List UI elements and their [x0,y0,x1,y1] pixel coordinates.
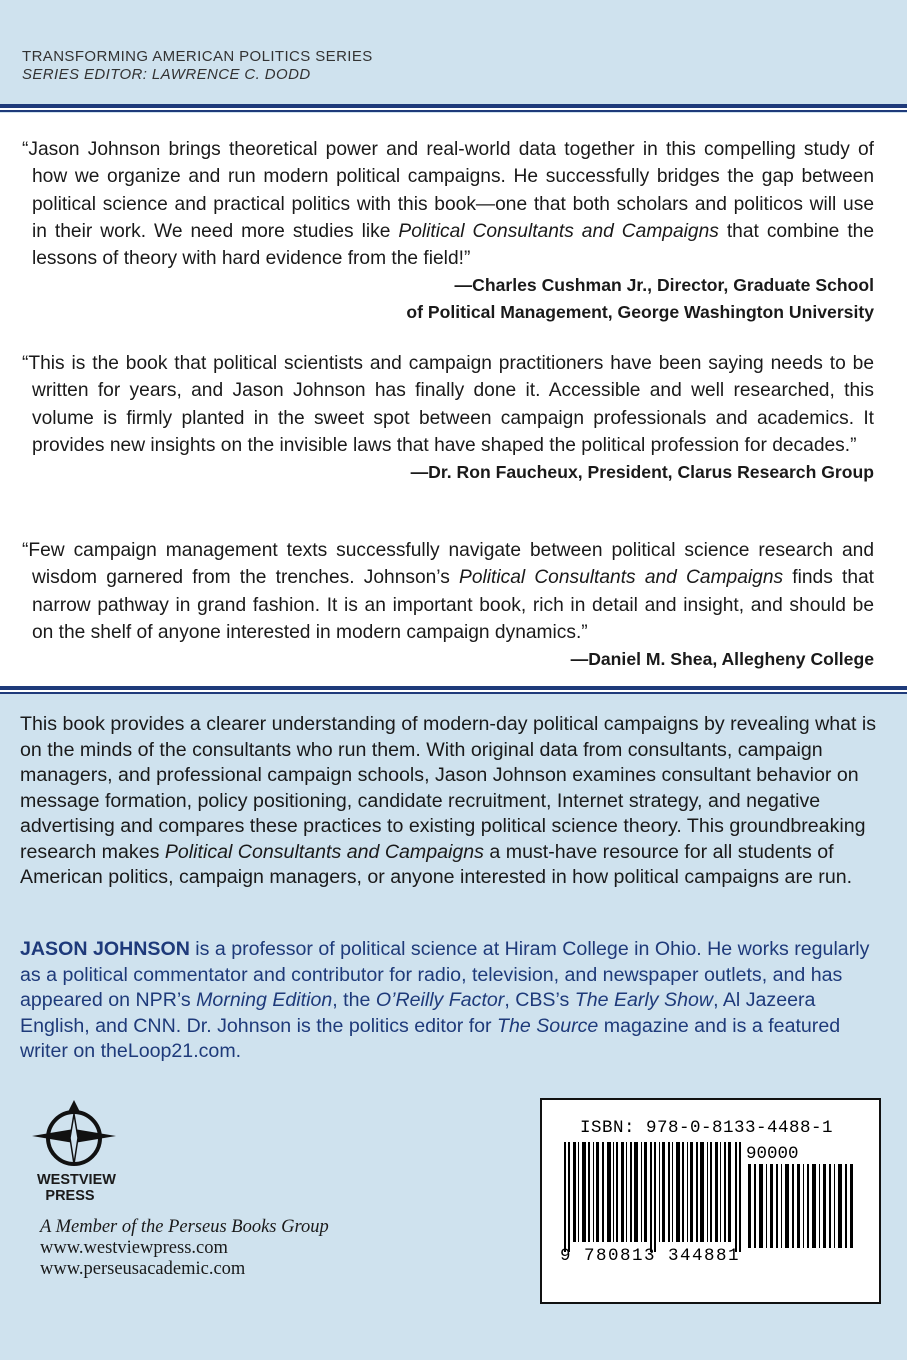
isbn-barcode [540,1098,881,1304]
quote-attribution: —Daniel M. Shea, Allegheny College [570,649,874,670]
endorsement-shea [22,537,874,673]
series-title: TRANSFORMING AMERICAN POLITICS SERIES [22,48,373,65]
top-rule [0,104,907,112]
barcode-digits: 9 780813 344881 [560,1246,741,1266]
westview-compass-logo-icon [28,1098,120,1170]
quote-text: “Few campaign management texts successfully navigate between political science research and wisdom garnered from the trenches. Johnson’s Political Consultants and Campaigns finds that narrow pathway in grand fashion. It is an important book, rich in detail and insight, and should be on the shelf of anyone interested in modern campaign dynamics.” [22,540,875,643]
barcode-bars-icon [564,1142,744,1252]
book-description: This book provides a clearer understanding of modern-day political campaigns by revealing what is on the minds of the consultants who run them. With original data from consultants, campaign managers, and professional campaign schools, Jason Johnson examines consultant behavior on message formation, policy positioning, candidate recruitment, Internet strategy, and negative advertising and compares these practices to existing political science theory. This groundbreaking research makes Political Consultants and Campaigns a must-have resource for all students of American politics, campaign managers, or anyone interested in how political campaigns are run. [20,713,877,888]
price-code: 90000 [746,1144,799,1164]
perseus-url: www.perseusacademic.com [40,1259,246,1279]
perseus-member-line: A Member of the Perseus Books Group [40,1217,329,1237]
endorsement-faucheux [22,350,874,486]
quote-attribution: —Charles Cushman Jr., Director, Graduate School of Political Management, George Washington University [406,275,874,323]
westview-url: www.westviewpress.com [40,1238,228,1258]
publisher-info [40,1217,329,1280]
quote-text: “Jason Johnson brings theoretical power and real-world data together in this compelling study of how we organize and run modern political campaigns. He successfully bridges the gap between political science and practical politics with this book—one that both scholars and politicos will use in their work. We need more studies like Political Consultants and Campaigns that combine the lessons of theory with hard evidence from the field!” [22,139,875,270]
middle-rule [0,686,907,694]
series-editor: SERIES EDITOR: LAWRENCE C. DODD [22,66,311,83]
series-header [22,48,373,84]
author-name: JASON JOHNSON [20,938,190,960]
westview-press-wordmark: WESTVIEW PRESS [37,1172,116,1204]
isbn-text: ISBN: 978-0-8133-4488-1 [580,1118,834,1138]
author-bio: JASON JOHNSON is a professor of political science at Hiram College in Ohio. He works regularly as a political commentator and contributor for radio, television, and newspaper outlets, and has appeared on NPR’s Morning Edition, the O’Reilly Factor, CBS’s The Early Show, Al Jazeera English, and CNN. Dr. Johnson is the politics editor for The Source magazine and is a featured writer on theLoop21.com. [20,938,870,1062]
price-barcode-bars-icon [748,1164,858,1248]
quote-attribution: —Dr. Ron Faucheux, President, Clarus Research Group [410,462,874,483]
endorsement-cushman [22,136,874,326]
quote-text: “This is the book that political scientists and campaign practitioners have been saying needs to be written for years, and Jason Johnson has finally done it. Accessible and well researched, this volume is firmly planted in the sweet spot between campaign professionals and academics. It provides new insights on the invisible laws that have shaped the political profession for decades.” [22,353,874,456]
